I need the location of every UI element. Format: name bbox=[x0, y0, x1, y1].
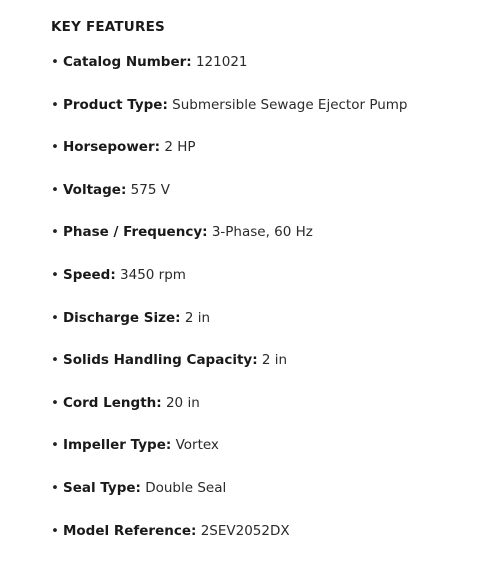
feature-list bbox=[51, 52, 490, 541]
feature-value: 3-Phase, 60 Hz bbox=[211, 224, 313, 241]
feature-value: 575 V bbox=[130, 181, 170, 198]
feature-item bbox=[51, 350, 490, 370]
feature-item bbox=[51, 435, 490, 455]
bullet-icon: • bbox=[51, 479, 59, 496]
feature-value: Submersible Sewage Ejector Pump bbox=[172, 96, 408, 113]
feature-label: Catalog Number: bbox=[62, 54, 192, 70]
feature-item bbox=[51, 521, 490, 541]
feature-label: Impeller Type: bbox=[62, 437, 172, 454]
feature-label: Horsepower: bbox=[62, 139, 161, 156]
bullet-icon: • bbox=[51, 224, 59, 241]
feature-item bbox=[51, 95, 490, 115]
feature-label: Model Reference: bbox=[62, 522, 197, 539]
feature-value: Double Seal bbox=[145, 479, 227, 496]
feature-label: Cord Length: bbox=[62, 394, 162, 411]
feature-item bbox=[51, 52, 490, 72]
bullet-icon: • bbox=[51, 309, 59, 326]
bullet-icon: • bbox=[51, 139, 59, 156]
feature-value: 3450 rpm bbox=[120, 266, 186, 283]
bullet-icon: • bbox=[51, 394, 59, 411]
bullet-icon: • bbox=[51, 54, 59, 70]
bullet-icon: • bbox=[51, 96, 59, 113]
feature-value: 2 HP bbox=[164, 139, 196, 156]
feature-item bbox=[51, 222, 490, 242]
feature-value: 2 in bbox=[184, 309, 210, 326]
feature-label: Speed: bbox=[62, 266, 116, 283]
bullet-icon: • bbox=[51, 181, 59, 198]
feature-item bbox=[51, 478, 490, 498]
bullet-icon: • bbox=[51, 352, 59, 369]
feature-value: Vortex bbox=[175, 437, 219, 454]
feature-item bbox=[51, 393, 490, 413]
feature-value: 2 in bbox=[261, 352, 288, 369]
feature-item bbox=[51, 137, 490, 157]
feature-label: Discharge Size: bbox=[62, 309, 181, 326]
bullet-icon: • bbox=[51, 266, 59, 283]
feature-value: 2SEV2052DX bbox=[200, 522, 290, 539]
section-heading: KEY FEATURES bbox=[51, 19, 165, 35]
feature-item bbox=[51, 308, 490, 328]
key-features-section bbox=[51, 17, 490, 563]
feature-label: Phase / Frequency: bbox=[62, 224, 208, 241]
feature-item bbox=[51, 180, 490, 200]
feature-label: Product Type: bbox=[62, 96, 168, 113]
feature-label: Seal Type: bbox=[62, 479, 141, 496]
feature-label: Solids Handling Capacity: bbox=[62, 352, 258, 369]
feature-value: 20 in bbox=[165, 394, 200, 411]
feature-label: Voltage: bbox=[62, 181, 127, 198]
bullet-icon: • bbox=[51, 437, 59, 454]
bullet-icon: • bbox=[51, 522, 59, 539]
feature-item bbox=[51, 265, 490, 285]
feature-value: 121021 bbox=[195, 54, 248, 70]
